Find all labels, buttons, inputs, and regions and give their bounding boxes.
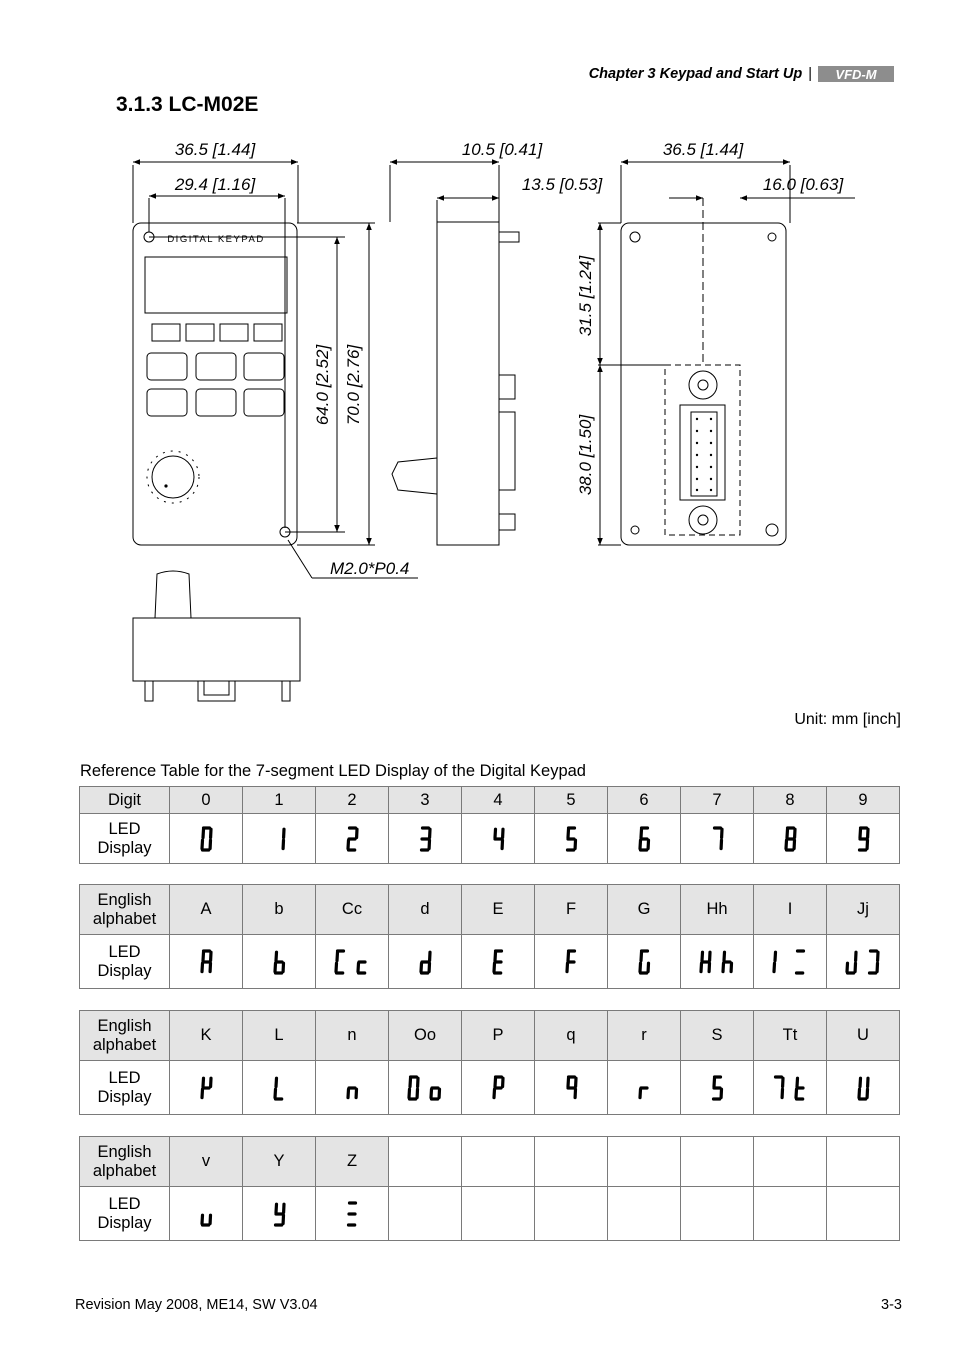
led-segment-e bbox=[640, 840, 641, 848]
led-segment-e bbox=[494, 963, 495, 971]
table-led-label: LED Display bbox=[80, 1061, 170, 1115]
dim-back-offset: 16.0 [0.63] bbox=[762, 175, 844, 194]
led-segment-f bbox=[641, 829, 642, 837]
led-segment-e bbox=[336, 963, 337, 971]
table-char-cell bbox=[681, 1137, 754, 1187]
table-led-cell bbox=[316, 935, 389, 989]
table-led-cell bbox=[389, 1061, 462, 1115]
led-segment-f bbox=[495, 952, 496, 960]
led-glyph-icon bbox=[780, 823, 800, 855]
led-table bbox=[79, 1010, 900, 1115]
table-led-label: LED Display bbox=[80, 814, 170, 864]
table-led-cell bbox=[608, 1061, 681, 1115]
table-led-cell bbox=[170, 1061, 243, 1115]
table-led-cell bbox=[170, 814, 243, 864]
led-segment-f bbox=[495, 1078, 496, 1086]
led-segment-f bbox=[797, 1078, 798, 1086]
led-glyph-icon bbox=[269, 946, 289, 978]
led-glyph-icon bbox=[561, 1072, 581, 1104]
led-segment-e bbox=[421, 963, 422, 971]
led-segment-e bbox=[640, 1089, 641, 1097]
led-glyph-icon bbox=[853, 823, 873, 855]
svg-text:VFD-M: VFD-M bbox=[835, 67, 877, 82]
table-char-cell: 5 bbox=[535, 787, 608, 814]
led-segment-f bbox=[495, 829, 496, 837]
led-glyph-icon bbox=[634, 1072, 654, 1104]
table-char-cell bbox=[535, 1137, 608, 1187]
dim-back-width: 36.5 [1.44] bbox=[662, 140, 744, 159]
dim-back-lower: 38.0 [1.50] bbox=[576, 414, 595, 496]
dim-back-upper: 31.5 [1.24] bbox=[576, 255, 595, 337]
led-segment-e bbox=[202, 840, 203, 848]
table-led-cell bbox=[754, 935, 827, 989]
bottom-view-outline bbox=[133, 618, 300, 681]
led-segment-f bbox=[568, 952, 569, 960]
table-char-cell: P bbox=[462, 1011, 535, 1061]
table-char-cell: v bbox=[170, 1137, 243, 1187]
led-segment-f bbox=[276, 952, 277, 960]
led-segment-f bbox=[410, 1078, 411, 1086]
led-segment-e bbox=[774, 963, 775, 971]
table-char-cell: 0 bbox=[170, 787, 243, 814]
led-segment-e bbox=[640, 963, 641, 971]
led-glyph-icon bbox=[269, 1198, 289, 1230]
table-char-cell: n bbox=[316, 1011, 389, 1061]
led-segment-f bbox=[276, 1078, 277, 1086]
keypad-label: DIGITAL KEYPAD bbox=[167, 234, 265, 245]
footer-revision: Revision May 2008, ME14, SW V3.04 bbox=[75, 1297, 318, 1313]
led-glyph-icon bbox=[561, 946, 581, 978]
table-char-cell: 8 bbox=[754, 787, 827, 814]
table-char-cell: Z bbox=[316, 1137, 389, 1187]
table-char-cell: Jj bbox=[827, 885, 900, 935]
table-led-cell bbox=[827, 1061, 900, 1115]
led-segment-e bbox=[348, 1089, 349, 1097]
led-glyph-icon bbox=[488, 1072, 508, 1104]
table-head-label: Digit bbox=[80, 787, 170, 814]
table-led-label: LED Display bbox=[80, 1187, 170, 1241]
table-char-cell: 9 bbox=[827, 787, 900, 814]
led-glyph-icon bbox=[269, 823, 289, 855]
table-led-cell bbox=[462, 1061, 535, 1115]
table-char-cell: 3 bbox=[389, 787, 462, 814]
table-led-label: LED Display bbox=[80, 935, 170, 989]
table-char-cell bbox=[462, 1137, 535, 1187]
led-glyph-icon bbox=[196, 823, 216, 855]
led-glyph-icon bbox=[196, 1198, 216, 1230]
led-glyph-icon bbox=[415, 946, 435, 978]
led-segment-e bbox=[567, 963, 568, 971]
led-segment-e bbox=[431, 1089, 432, 1097]
table-head-label: English alphabet bbox=[80, 1137, 170, 1187]
led-segment-e bbox=[701, 963, 702, 971]
table-char-cell bbox=[754, 1137, 827, 1187]
side-view-outline bbox=[437, 222, 499, 545]
table-char-cell: G bbox=[608, 885, 681, 935]
led-segment-e bbox=[786, 840, 787, 848]
table-char-cell: d bbox=[389, 885, 462, 935]
table-led-cell bbox=[754, 1061, 827, 1115]
table-led-cell bbox=[535, 814, 608, 864]
table-led-cell bbox=[608, 814, 681, 864]
led-glyph-icon bbox=[196, 1072, 216, 1104]
led-segment-f bbox=[203, 1078, 204, 1086]
table-char-cell: E bbox=[462, 885, 535, 935]
table-char-cell: 6 bbox=[608, 787, 681, 814]
led-segment-f bbox=[337, 952, 338, 960]
table-led-cell bbox=[316, 1061, 389, 1115]
led-segment-e bbox=[859, 1089, 860, 1097]
dim-screw: M2.0*P0.4 bbox=[330, 559, 410, 578]
led-glyph-icon bbox=[342, 823, 362, 855]
table-led-cell bbox=[462, 935, 535, 989]
led-glyph-icon bbox=[853, 1072, 873, 1104]
table-led-cell bbox=[754, 1187, 827, 1241]
dim-front-hole-spacing: 29.4 [1.16] bbox=[174, 175, 256, 194]
table-led-cell bbox=[608, 1187, 681, 1241]
dim-front-width: 36.5 [1.44] bbox=[174, 140, 256, 159]
table-led-cell bbox=[389, 814, 462, 864]
front-view-outline bbox=[133, 223, 297, 545]
table-char-cell: A bbox=[170, 885, 243, 935]
led-glyph-icon bbox=[488, 946, 508, 978]
dim-hole-height: 64.0 [2.52] bbox=[313, 344, 332, 426]
led-segment-f bbox=[702, 952, 703, 960]
led-segment-f bbox=[568, 1078, 569, 1086]
table-char-cell: Y bbox=[243, 1137, 316, 1187]
led-glyph-icon bbox=[403, 1072, 447, 1104]
table-led-cell bbox=[535, 935, 608, 989]
table-led-cell bbox=[827, 935, 900, 989]
header-separator: | bbox=[808, 66, 812, 82]
led-segment-e bbox=[358, 963, 359, 971]
table-led-cell bbox=[243, 814, 316, 864]
led-glyph-icon bbox=[695, 946, 739, 978]
table-char-cell: L bbox=[243, 1011, 316, 1061]
led-glyph-icon bbox=[269, 1072, 289, 1104]
led-segment-f bbox=[568, 829, 569, 837]
led-glyph-icon bbox=[768, 1072, 812, 1104]
led-glyph-icon bbox=[342, 1072, 362, 1104]
led-segment-f bbox=[714, 1078, 715, 1086]
table-char-cell: Oo bbox=[389, 1011, 462, 1061]
led-glyph-icon bbox=[196, 946, 216, 978]
led-glyph-icon bbox=[330, 946, 374, 978]
table-led-cell bbox=[462, 1187, 535, 1241]
led-segment-e bbox=[348, 840, 349, 848]
table-caption: Reference Table for the 7-segment LED Display of the Digital Keypad bbox=[80, 762, 586, 780]
table-char-cell bbox=[608, 1137, 681, 1187]
table-led-cell bbox=[243, 1187, 316, 1241]
section-title: 3.1.3 LC-M02E bbox=[116, 93, 259, 116]
table-led-cell bbox=[243, 935, 316, 989]
table-led-cell bbox=[535, 1061, 608, 1115]
table-char-cell: 7 bbox=[681, 787, 754, 814]
led-segment-f bbox=[860, 829, 861, 837]
table-char-cell: q bbox=[535, 1011, 608, 1061]
table-char-cell: Tt bbox=[754, 1011, 827, 1061]
led-segment-e bbox=[847, 963, 848, 971]
table-char-cell bbox=[827, 1137, 900, 1187]
led-glyph-icon bbox=[707, 823, 727, 855]
led-glyph-icon bbox=[415, 823, 435, 855]
table-led-cell bbox=[827, 1187, 900, 1241]
table-led-cell bbox=[608, 935, 681, 989]
table-led-cell bbox=[170, 935, 243, 989]
table-char-cell: 4 bbox=[462, 787, 535, 814]
led-glyph-icon bbox=[634, 823, 654, 855]
table-led-cell bbox=[316, 814, 389, 864]
bottom-view-knob bbox=[155, 571, 191, 618]
table-char-cell bbox=[389, 1137, 462, 1187]
led-segment-e bbox=[796, 1089, 797, 1097]
table-led-cell bbox=[827, 814, 900, 864]
led-segment-f bbox=[787, 829, 788, 837]
table-led-cell bbox=[681, 814, 754, 864]
led-segment-f bbox=[724, 952, 725, 960]
led-glyph-icon bbox=[841, 946, 885, 978]
table-led-cell bbox=[170, 1187, 243, 1241]
led-glyph-icon bbox=[634, 946, 654, 978]
table-led-cell bbox=[389, 935, 462, 989]
led-segment-e bbox=[723, 963, 724, 971]
led-segment-e bbox=[275, 1089, 276, 1097]
table-char-cell: U bbox=[827, 1011, 900, 1061]
led-glyph-icon bbox=[561, 823, 581, 855]
led-segment-e bbox=[202, 1089, 203, 1097]
table-char-cell: S bbox=[681, 1011, 754, 1061]
led-glyph-icon bbox=[488, 823, 508, 855]
table-led-cell bbox=[681, 1061, 754, 1115]
table-char-cell: K bbox=[170, 1011, 243, 1061]
back-connector-area bbox=[665, 365, 740, 535]
led-table bbox=[79, 1136, 900, 1241]
led-segment-e bbox=[494, 1089, 495, 1097]
led-segment-f bbox=[775, 952, 776, 960]
dim-side-body: 13.5 [0.53] bbox=[521, 175, 603, 194]
front-knob bbox=[152, 456, 194, 498]
table-char-cell: r bbox=[608, 1011, 681, 1061]
table-char-cell: Hh bbox=[681, 885, 754, 935]
dim-total-height: 70.0 [2.76] bbox=[344, 344, 363, 426]
dim-side-depth: 10.5 [0.41] bbox=[461, 140, 543, 159]
chapter-title: Chapter 3 Keypad and Start Up bbox=[588, 66, 803, 82]
table-char-cell: 1 bbox=[243, 787, 316, 814]
led-table bbox=[79, 786, 900, 864]
table-char-cell: F bbox=[535, 885, 608, 935]
led-segment-f bbox=[641, 952, 642, 960]
table-led-cell bbox=[389, 1187, 462, 1241]
table-char-cell: 2 bbox=[316, 787, 389, 814]
table-head-label: English alphabet bbox=[80, 1011, 170, 1061]
table-char-cell: I bbox=[754, 885, 827, 935]
table-head-label: English alphabet bbox=[80, 885, 170, 935]
led-segment-e bbox=[202, 1215, 203, 1223]
led-segment-e bbox=[202, 963, 203, 971]
table-led-cell bbox=[681, 935, 754, 989]
table-char-cell: Cc bbox=[316, 885, 389, 935]
led-segment-f bbox=[276, 1204, 277, 1212]
led-segment-e bbox=[409, 1089, 410, 1097]
table-led-cell bbox=[535, 1187, 608, 1241]
front-display-window bbox=[145, 257, 287, 313]
led-glyph-icon bbox=[707, 1072, 727, 1104]
table-led-cell bbox=[754, 814, 827, 864]
led-segment-f bbox=[860, 1078, 861, 1086]
led-glyph-icon bbox=[768, 946, 812, 978]
led-segment-f bbox=[203, 952, 204, 960]
led-glyph-icon bbox=[342, 1198, 362, 1230]
led-table bbox=[79, 884, 900, 989]
unit-note: Unit: mm [inch] bbox=[794, 711, 901, 728]
table-led-cell bbox=[681, 1187, 754, 1241]
footer-page-number: 3-3 bbox=[881, 1297, 902, 1313]
table-led-cell bbox=[462, 814, 535, 864]
led-segment-f bbox=[203, 829, 204, 837]
table-led-cell bbox=[243, 1061, 316, 1115]
back-connector-pins bbox=[691, 412, 717, 496]
table-char-cell: b bbox=[243, 885, 316, 935]
led-segment-e bbox=[275, 963, 276, 971]
table-led-cell bbox=[316, 1187, 389, 1241]
